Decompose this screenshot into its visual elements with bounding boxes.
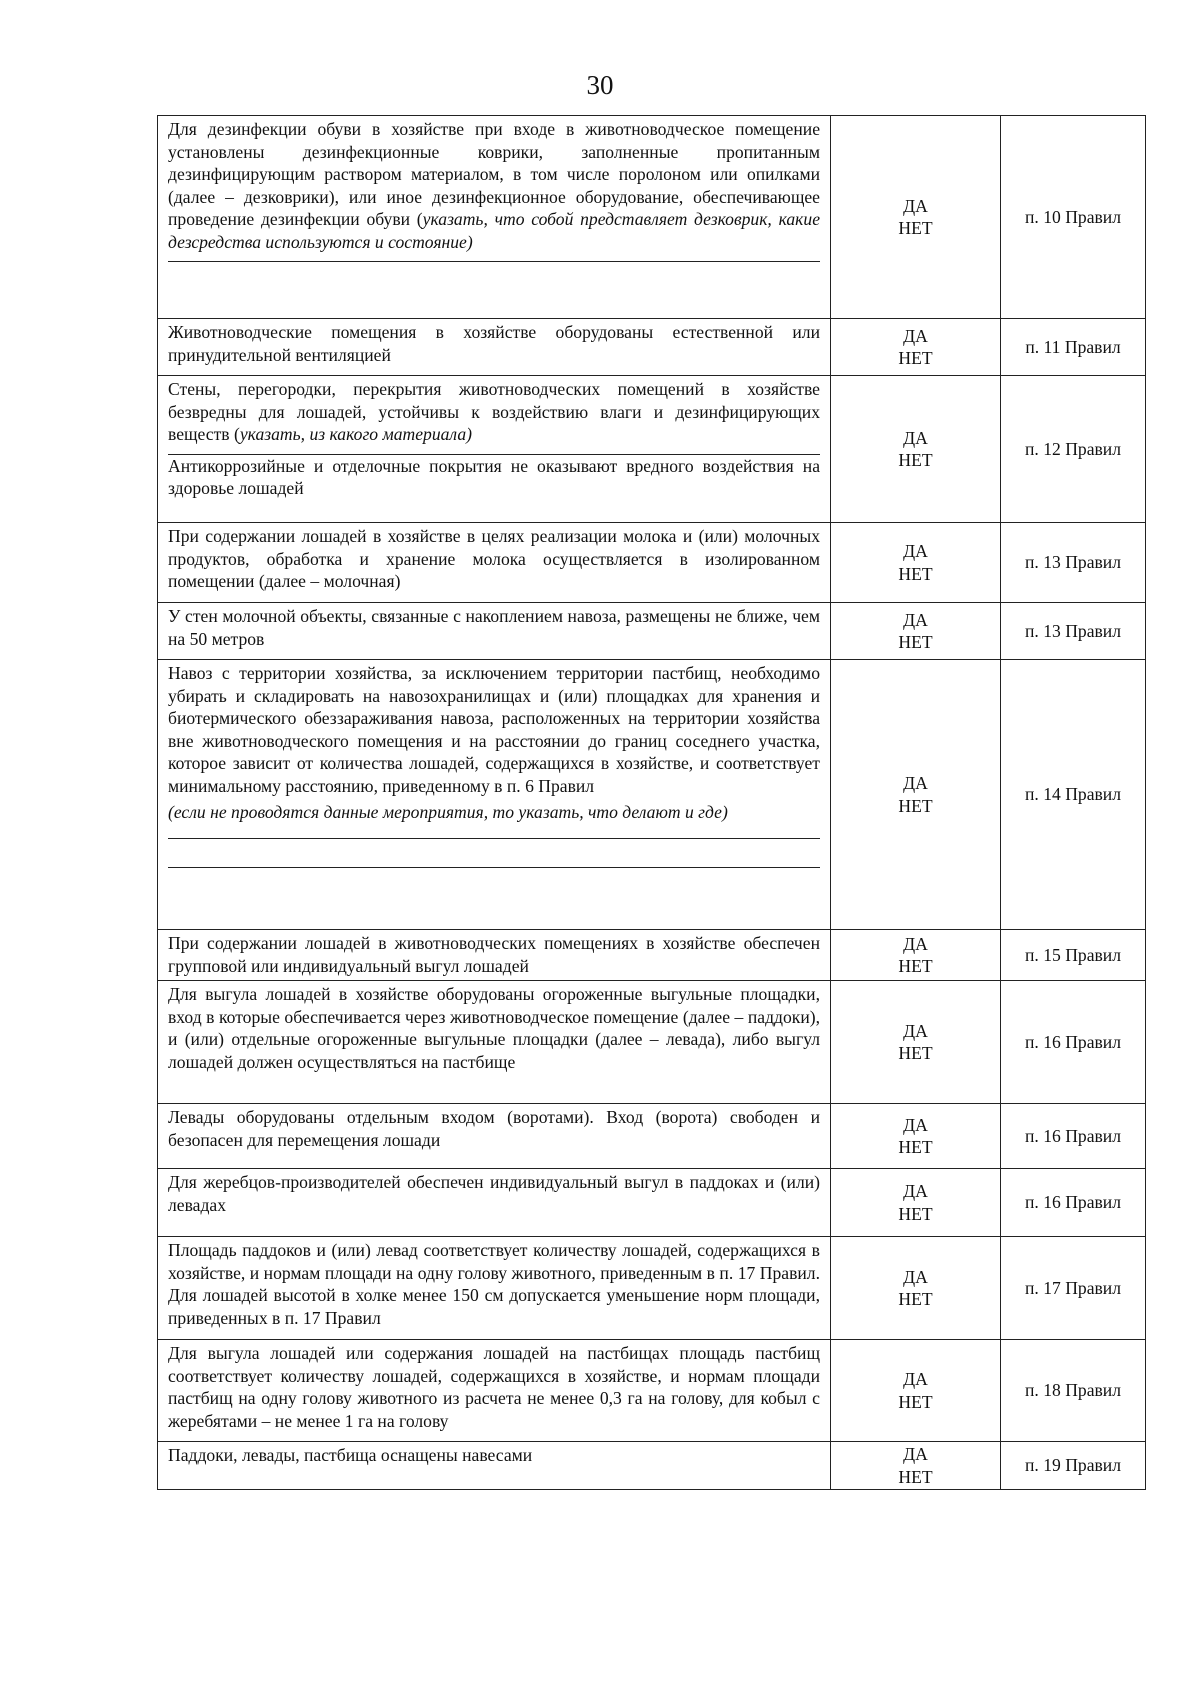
answer-cell <box>831 116 1001 319</box>
table-row <box>158 319 1146 376</box>
rule-reference: п. 16 Правил <box>1001 1169 1146 1237</box>
rule-reference: п. 14 Правил <box>1001 660 1146 930</box>
no-option[interactable]: НЕТ <box>898 956 933 976</box>
rule-reference: п. 18 Правил <box>1001 1340 1146 1442</box>
no-option[interactable]: НЕТ <box>898 218 933 238</box>
requirement-cell <box>158 1169 831 1237</box>
table-row <box>158 981 1146 1104</box>
table-row <box>158 930 1146 981</box>
table-row <box>158 523 1146 603</box>
answer-cell <box>831 1169 1001 1237</box>
requirement-text: При содержании лошадей в хозяйстве в целях реализации молока и (или) молочных продуктов, обработка и хранение молока осуществляется в изолированном помещении (далее – молочная) <box>168 526 820 591</box>
no-option[interactable]: НЕТ <box>898 1466 933 1487</box>
no-option[interactable]: НЕТ <box>898 795 933 816</box>
requirement-text: Паддоки, левады, пастбища оснащены навесами <box>168 1445 533 1465</box>
checklist-table <box>157 115 1146 1490</box>
table-row <box>158 1442 1146 1490</box>
rule-reference: п. 13 Правил <box>1001 603 1146 660</box>
answer-line[interactable] <box>168 838 820 839</box>
no-option[interactable]: НЕТ <box>898 632 933 652</box>
yes-option[interactable]: ДА <box>903 1444 928 1464</box>
requirement-text-2: Антикоррозийные и отделочные покрытия не оказывают вредного воздействия на здоровье лошадей <box>168 455 820 498</box>
requirement-cell <box>158 1104 831 1169</box>
requirement-text: При содержании лошадей в животноводческих помещениях в хозяйстве обеспечен групповой или индивидуальный выгул лошадей <box>168 933 820 976</box>
yes-option[interactable]: ДА <box>903 1181 928 1201</box>
table-row <box>158 376 1146 523</box>
page-number: 30 <box>586 70 614 100</box>
requirement-cell <box>158 319 831 376</box>
yes-option[interactable]: ДА <box>903 427 928 448</box>
no-option[interactable]: НЕТ <box>898 1203 933 1224</box>
answer-cell <box>831 981 1001 1104</box>
rule-reference: п. 19 Правил <box>1001 1442 1146 1490</box>
answer-cell <box>831 660 1001 930</box>
no-option[interactable]: НЕТ <box>898 1391 933 1412</box>
yes-option[interactable]: ДА <box>903 1266 928 1287</box>
answer-cell <box>831 319 1001 376</box>
requirement-text: Навоз с территории хозяйства, за исключением территории пастбищ, необходимо убирать и складировать на навозохранилищах и (или) площадках для хранения и биотермического обеззараживания навоза, расположенных на территории хозяйства вне животноводческого помещения и на расстоянии до границ соседнего участка, которое зависит от количества лошадей, содержащихся в хозяйстве, и соответствует минимальному расстоянию, приведенному в п. 6 Правил <box>168 663 820 796</box>
requirement-cell <box>158 116 831 319</box>
table-row <box>158 1169 1146 1237</box>
requirement-cell <box>158 930 831 981</box>
requirement-cell <box>158 523 831 603</box>
requirement-text: Для дезинфекции обуви в хозяйстве при входе в животноводческое помещение установлены дезинфекционные коврики, заполненные пропитанным дезинфицирующим раствором материалом, в том числе поролоном или опилками (далее – дезковрики), или иное дезинфекционное оборудование, обеспечивающее проведение дезинфекции обуви ( <box>168 119 820 229</box>
answer-cell <box>831 603 1001 660</box>
requirement-note: указать, что собой представляет дезковрик, какие дезсредства используются и состояние) <box>168 209 820 252</box>
table-row <box>158 116 1146 319</box>
requirement-text: Левады оборудованы отдельным входом (воротами). Вход (ворота) свободен и безопасен для перемещения лошади <box>168 1107 820 1150</box>
no-option[interactable]: НЕТ <box>898 1137 933 1157</box>
rule-reference: п. 16 Правил <box>1001 981 1146 1104</box>
requirement-cell <box>158 1237 831 1340</box>
requirement-text: Животноводческие помещения в хозяйстве оборудованы естественной или принудительной вентиляцией <box>168 322 820 365</box>
table-row <box>158 660 1146 930</box>
rule-reference: п. 17 Правил <box>1001 1237 1146 1340</box>
yes-option[interactable]: ДА <box>903 195 928 216</box>
answer-cell <box>831 376 1001 523</box>
requirement-text: Площадь паддоков и (или) левад соответствует количеству лошадей, содержащихся в хозяйстве, и нормам площади на одну голову животного, приведенным в п. 17 Правил. Для лошадей высотой в холке менее 150 см допускается уменьшение норм площади, приведенных в п. 17 Правил <box>168 1240 820 1328</box>
requirement-note: указать, из какого материала) <box>239 424 472 444</box>
requirement-cell <box>158 660 831 930</box>
no-option[interactable]: НЕТ <box>898 563 933 584</box>
yes-option[interactable]: ДА <box>903 609 928 630</box>
requirement-text: У стен молочной объекты, связанные с накоплением навоза, размещены не ближе, чем на 50 метров <box>168 606 820 649</box>
answer-cell <box>831 1104 1001 1169</box>
answer-cell <box>831 1237 1001 1340</box>
no-option[interactable]: НЕТ <box>898 348 933 368</box>
answer-cell <box>831 930 1001 981</box>
rule-reference: п. 16 Правил <box>1001 1104 1146 1169</box>
rule-reference: п. 11 Правил <box>1001 319 1146 376</box>
table-row <box>158 603 1146 660</box>
table-row <box>158 1340 1146 1442</box>
answer-cell <box>831 1442 1001 1490</box>
yes-option[interactable]: ДА <box>903 325 928 346</box>
table-row <box>158 1237 1146 1340</box>
no-option[interactable]: НЕТ <box>898 450 933 470</box>
yes-option[interactable]: ДА <box>903 1369 928 1389</box>
requirement-cell <box>158 603 831 660</box>
yes-option[interactable]: ДА <box>903 1020 928 1041</box>
requirement-text: Для жеребцов-производителей обеспечен индивидуальный выгул в паддоках и (или) левадах <box>168 1172 820 1215</box>
yes-option[interactable]: ДА <box>903 1114 928 1135</box>
no-option[interactable]: НЕТ <box>898 1043 933 1063</box>
rule-reference: п. 10 Правил <box>1001 116 1146 319</box>
no-option[interactable]: НЕТ <box>898 1289 933 1309</box>
requirement-cell <box>158 981 831 1104</box>
requirement-cell <box>158 1340 831 1442</box>
answer-cell <box>831 1340 1001 1442</box>
yes-option[interactable]: ДА <box>903 933 928 954</box>
answer-line[interactable] <box>168 261 820 262</box>
rule-reference: п. 13 Правил <box>1001 523 1146 603</box>
requirement-text: Стены, перегородки, перекрытия животноводческих помещений в хозяйстве безвредны для лошадей, устойчивы к воздействию влаги и дезинфицирующих веществ ( <box>168 379 820 444</box>
rule-reference: п. 15 Правил <box>1001 930 1146 981</box>
yes-option[interactable]: ДА <box>903 541 928 561</box>
requirement-cell <box>158 1442 831 1490</box>
rule-reference: п. 12 Правил <box>1001 376 1146 523</box>
answer-line[interactable] <box>168 867 820 868</box>
answer-cell <box>831 523 1001 603</box>
requirement-text: Для выгула лошадей в хозяйстве оборудованы огороженные выгульные площадки, вход в которые обеспечивается через животноводческое помещение (далее – паддоки), и (или) отдельные огороженные выгульные площадки (далее – левада), либо выгул лошадей должен осуществляться на пастбище <box>168 984 820 1072</box>
table-row <box>158 1104 1146 1169</box>
requirement-text: Для выгула лошадей или содержания лошадей на пастбищах площадь пастбищ соответствует количеству лошадей, содержащихся в хозяйстве, и нормам площади пастбищ на одну голову животного из расчета не менее 0,3 га на голову, для кобыл с жеребятами – не менее 1 га на голову <box>168 1343 820 1431</box>
yes-option[interactable]: ДА <box>903 773 928 793</box>
requirement-note: (если не проводятся данные мероприятия, то указать, что делают и где) <box>168 802 728 822</box>
requirement-cell <box>158 376 831 523</box>
